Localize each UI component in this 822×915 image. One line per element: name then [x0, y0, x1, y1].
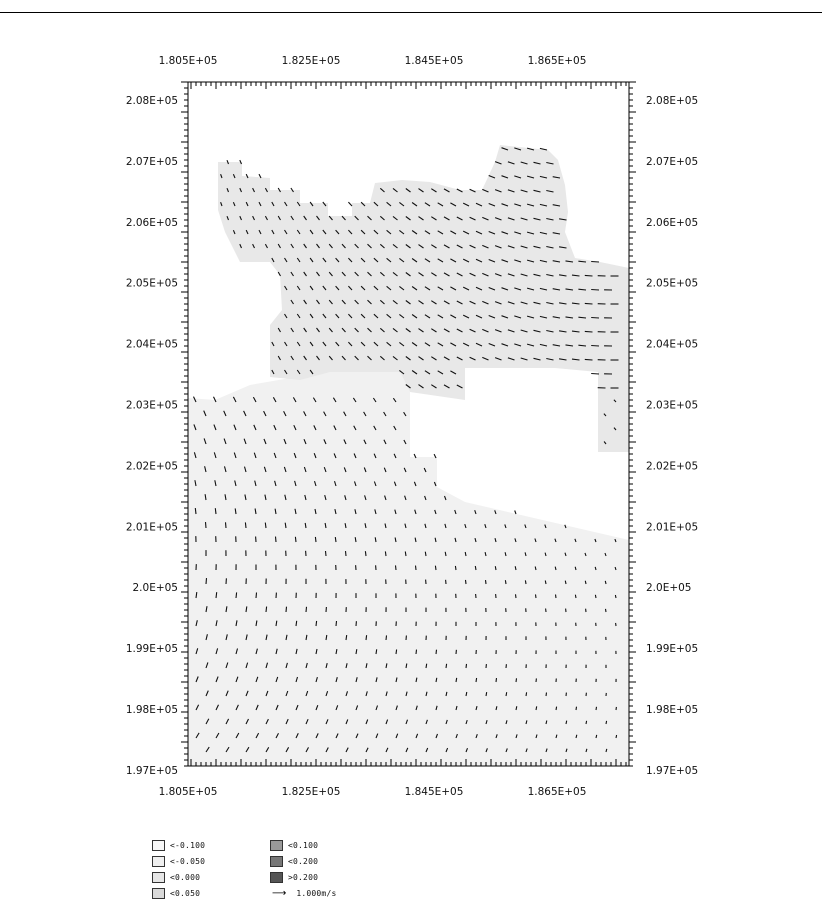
velocity-vector: [516, 678, 517, 682]
velocity-vector: [535, 567, 536, 571]
legend-swatch: [270, 856, 283, 867]
y-tick-label: 2.01E+05: [646, 521, 699, 534]
legend-label: <0.050: [170, 888, 201, 898]
velocity-vector: [606, 609, 607, 612]
y-tick-labels-right: [646, 95, 698, 777]
velocity-vector: [465, 552, 466, 556]
velocity-vector: [585, 581, 586, 584]
legend-item: [152, 886, 200, 900]
y-tick-label: 2.04E+05: [646, 338, 699, 351]
y-tick-labels-left: [126, 95, 178, 777]
velocity-vector: [435, 566, 436, 570]
arrow-scale-label: 1.000m/s: [296, 888, 337, 898]
velocity-vector: [526, 692, 527, 696]
velocity-vector: [326, 551, 327, 556]
velocity-vector: [226, 522, 227, 528]
velocity-vector: [466, 664, 467, 668]
legend-item: [270, 886, 336, 900]
velocity-vector: [216, 592, 217, 598]
velocity-vector: [575, 595, 576, 598]
velocity-vector: [396, 565, 397, 570]
velocity-vector: [476, 678, 477, 682]
legend-item: [270, 838, 318, 852]
velocity-vector: [595, 595, 596, 598]
velocity-vector: [575, 567, 576, 570]
velocity-vector: [516, 706, 517, 710]
y-tick-label: 2.02E+05: [125, 460, 178, 473]
x-tick-label: 1.805E+05: [158, 55, 218, 67]
velocity-vector: [596, 707, 597, 710]
velocity-vector: [456, 678, 457, 682]
velocity-vector: [295, 537, 296, 542]
y-tick-label: 1.99E+05: [646, 643, 699, 656]
x-tick-label: 1.825E+05: [281, 786, 341, 798]
velocity-vector: [316, 621, 317, 626]
velocity-vector: [296, 621, 297, 626]
velocity-vector: [486, 580, 487, 584]
x-tick-labels-top: [159, 55, 587, 67]
velocity-vector: [346, 551, 347, 556]
legend-swatch: [152, 840, 165, 851]
velocity-vector: [286, 607, 287, 612]
velocity-vector: [466, 692, 467, 696]
velocity-vector: [605, 581, 606, 584]
y-tick-label: 1.97E+05: [646, 764, 699, 777]
y-tick-label: 2.08E+05: [646, 95, 699, 107]
velocity-vector: [215, 508, 216, 514]
legend-label: <0.200: [288, 856, 319, 866]
velocity-vector: [615, 595, 616, 598]
legend-label: <0.100: [288, 840, 319, 850]
velocity-vector: [616, 735, 617, 738]
velocity-vector: [536, 706, 537, 710]
y-tick-label: 2.08E+05: [125, 95, 178, 107]
x-tick-label: 1.865E+05: [527, 786, 587, 798]
y-tick-label: 2.07E+05: [125, 155, 178, 168]
legend-item: [152, 854, 205, 868]
velocity-vector: [206, 522, 207, 528]
velocity-vector: [336, 621, 337, 626]
velocity-vector: [365, 551, 366, 556]
velocity-vector: [591, 374, 599, 375]
y-tick-label: 2.0E+05: [646, 582, 692, 595]
y-tick-label: 2.03E+05: [125, 399, 178, 412]
velocity-vector: [555, 567, 556, 570]
velocity-vector: [545, 581, 546, 585]
x-tick-label: 1.845E+05: [404, 55, 464, 67]
legend-item: [152, 838, 205, 852]
velocity-vector: [306, 607, 307, 612]
y-tick-label: 2.04E+05: [125, 338, 178, 351]
x-tick-label: 1.865E+05: [527, 55, 587, 67]
y-tick-label: 1.99E+05: [125, 643, 178, 656]
velocity-vector: [425, 552, 426, 556]
velocity-vector: [556, 707, 557, 710]
y-tick-label: 1.98E+05: [125, 704, 178, 716]
x-tick-label: 1.845E+05: [404, 786, 464, 798]
legend-swatch: [270, 872, 283, 883]
legend: [152, 838, 452, 908]
velocity-vector: [315, 537, 316, 542]
y-tick-label: 1.97E+05: [125, 764, 178, 777]
y-tick-label: 2.03E+05: [646, 399, 699, 412]
velocity-vector: [585, 359, 593, 360]
velocity-vector: [426, 664, 427, 668]
velocity-vector: [385, 551, 386, 556]
velocity-vector: [546, 721, 547, 725]
y-tick-label: 2.05E+05: [125, 277, 178, 290]
velocity-vector: [591, 318, 599, 319]
y-tick-label: 2.06E+05: [125, 216, 178, 229]
legend-swatch: [152, 872, 165, 883]
velocity-vector: [335, 537, 336, 542]
velocity-vector: [585, 331, 593, 332]
arrow-scale-icon: ⟶: [272, 887, 287, 899]
velocity-vector: [586, 721, 587, 724]
velocity-vector: [536, 594, 537, 598]
velocity-vector: [585, 275, 593, 276]
x-tick-label: 1.825E+05: [281, 55, 341, 67]
velocity-vector: [416, 650, 417, 654]
velocity-vector: [565, 581, 566, 584]
velocity-vector: [475, 566, 476, 570]
velocity-vector: [376, 649, 377, 654]
y-tick-label: 2.06E+05: [646, 216, 699, 229]
velocity-vector: [436, 650, 437, 654]
velocity-vector: [556, 595, 557, 599]
x-tick-label: 1.805E+05: [158, 786, 218, 798]
velocity-vector: [595, 567, 596, 570]
legend-label: <0.000: [170, 872, 201, 882]
velocity-vector: [525, 580, 526, 584]
y-tick-label: 2.07E+05: [646, 155, 699, 168]
legend-item: [270, 854, 318, 868]
velocity-vector: [446, 664, 447, 668]
velocity-vector: [496, 678, 497, 682]
velocity-vector: [245, 522, 246, 528]
legend-label: <-0.100: [170, 840, 206, 850]
legend-swatch: [152, 888, 165, 899]
velocity-vector: [366, 635, 367, 640]
x-tick-labels-bottom: [159, 786, 587, 798]
y-tick-label: 2.01E+05: [125, 521, 178, 534]
velocity-vector: [546, 693, 547, 697]
velocity-vector: [495, 566, 496, 570]
velocity-vector: [596, 735, 597, 738]
velocity-vector: [265, 523, 266, 528]
velocity-vector: [236, 592, 237, 598]
velocity-vector: [206, 578, 207, 584]
velocity-vector: [256, 593, 257, 599]
legend-label: <-0.050: [170, 856, 206, 866]
velocity-vector: [346, 635, 347, 640]
y-tick-label: 2.0E+05: [132, 582, 178, 595]
velocity-vector: [405, 552, 406, 557]
velocity-vector: [486, 692, 487, 696]
velocity-vector: [455, 566, 456, 570]
velocity-vector: [515, 511, 516, 515]
legend-label: >0.200: [288, 872, 319, 882]
velocity-vector: [591, 290, 599, 291]
velocity-vector: [585, 303, 593, 304]
legend-item: [152, 870, 200, 884]
velocity-vector: [416, 566, 417, 570]
velocity-vector: [566, 721, 567, 724]
velocity-vector: [591, 346, 599, 347]
velocity-vector: [506, 692, 507, 696]
velocity-vector: [576, 707, 577, 710]
velocity-vector: [276, 537, 277, 542]
y-tick-label: 2.05E+05: [646, 277, 699, 290]
velocity-vector: [576, 735, 577, 738]
velocity-vector: [606, 721, 607, 724]
domain-regions: [188, 145, 629, 766]
y-tick-label: 2.02E+05: [646, 460, 699, 473]
y-tick-label: 1.98E+05: [646, 704, 699, 716]
velocity-vector: [606, 749, 607, 752]
velocity-vector: [195, 508, 196, 514]
velocity-vector: [591, 262, 599, 263]
velocity-vector: [505, 580, 506, 584]
velocity-vector: [515, 566, 516, 570]
velocity-vector: [348, 202, 352, 206]
legend-swatch: [152, 856, 165, 867]
velocity-vector: [396, 650, 397, 655]
legend-item: [270, 870, 318, 884]
legend-swatch: [270, 840, 283, 851]
velocity-vector: [516, 594, 517, 598]
velocity-vector: [386, 635, 387, 640]
velocity-vector: [266, 607, 267, 612]
velocity-vector: [466, 580, 467, 584]
